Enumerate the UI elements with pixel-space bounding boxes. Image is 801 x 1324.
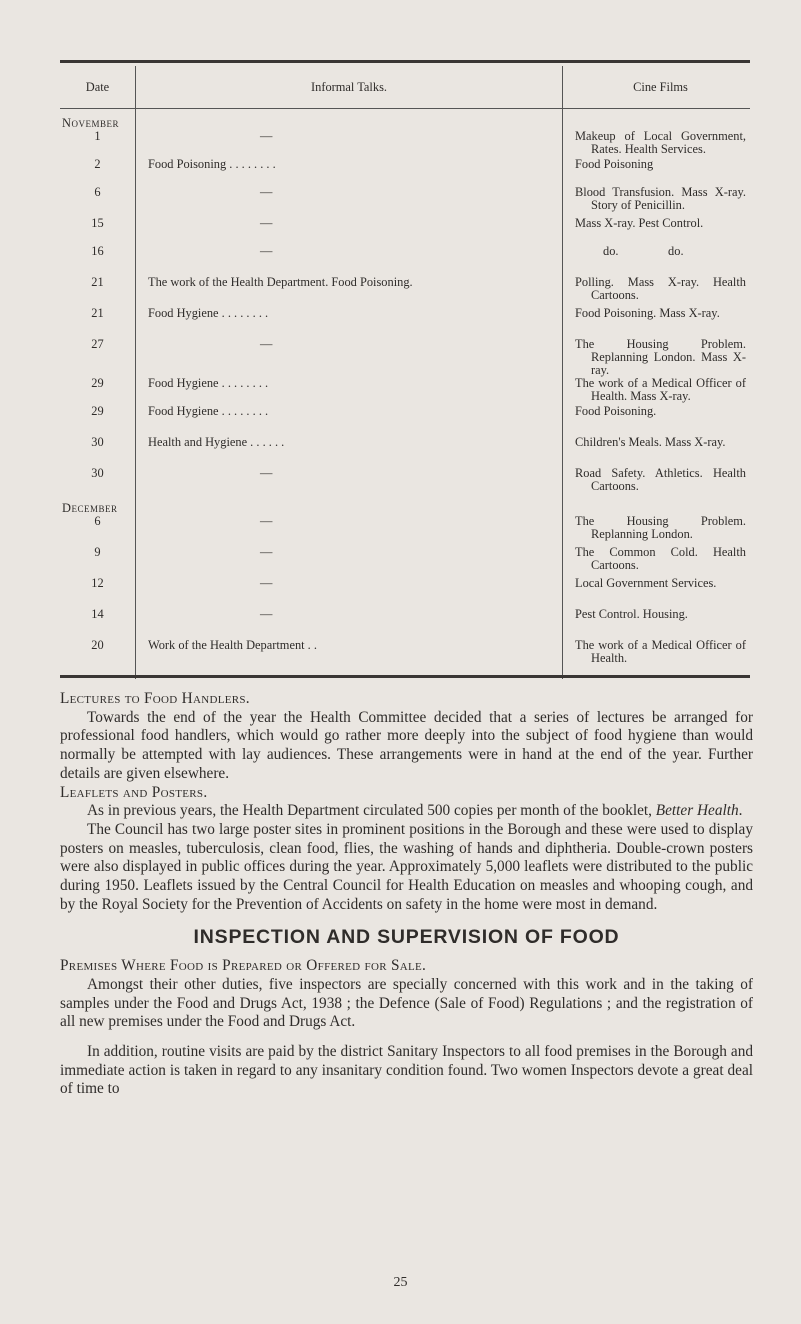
- date-cell: 29: [60, 405, 136, 436]
- film-text: Mass X-ray. Pest Control.: [575, 216, 704, 230]
- film-text: Polling. Mass X-ray. Health Cartoons.: [575, 275, 746, 302]
- film-text: Pest Control. Housing.: [575, 607, 688, 621]
- film-cell: [563, 515, 751, 546]
- table-row: [60, 338, 750, 377]
- body-text: [60, 690, 753, 1099]
- table-row: [60, 245, 750, 276]
- film-cell: [563, 546, 751, 577]
- date-cell: 30: [60, 436, 136, 467]
- leaflets-text-b: .: [738, 802, 743, 820]
- talk-text: The work of the Health Department. Food Poisoning.: [148, 275, 413, 289]
- film-text: Blood Transfusion. Mass X-ray. Story of Penicillin.: [575, 185, 746, 212]
- header-date: Date: [60, 66, 136, 109]
- talk-cell: [136, 276, 563, 307]
- film-text: Road Safety. Athletics. Health Cartoons.: [575, 466, 746, 493]
- talk-cell: —: [136, 130, 563, 158]
- film-cell: [563, 338, 751, 377]
- film-cell: [563, 130, 751, 158]
- film-text: Food Poisoning.: [575, 404, 657, 418]
- date-cell: 6: [60, 515, 136, 546]
- film-cell: [563, 639, 751, 679]
- paragraph-premises-1: Amongst their other duties, five inspectors are specially concerned with this work and in the taking of samples under the Food and Drugs Act, 1938 ; the Defence (Sale of Food) Regulations ; and the registration of all new premises under the Food and Drugs Act.: [60, 975, 753, 1031]
- paragraph-leaflets-2: The Council has two large poster sites in prominent positions in the Borough and these were used to display posters on measles, tuberculosis, clean food, flies, the washing of hands and diphtheria. Double-crown posters were also displayed in public offices during the year. Approximately 5,000 leaflets were distributed to the public during 1950. Leaflets issued by the Central Council for Health Education on measles and whooping cough, and by the Royal Society for the Prevention of Accidents on safety in the home were most in demand.: [60, 820, 753, 913]
- date-cell: 27: [60, 338, 136, 377]
- table-row: [60, 577, 750, 608]
- date-cell: 1: [60, 130, 136, 158]
- talk-cell: Work of the Health Department . .: [136, 639, 563, 679]
- table-row: [60, 276, 750, 307]
- month-label: November: [60, 109, 136, 131]
- main-heading: INSPECTION AND SUPERVISION OF FOOD: [193, 926, 620, 949]
- film-cell: [563, 436, 751, 467]
- month-row-december: [60, 498, 750, 515]
- talk-cell: —: [136, 515, 563, 546]
- paragraph-lectures: Towards the end of the year the Health Committee decided that a series of lectures be arranged for professional food handlers, which would go rather more deeply into the subject of food hygiene than would normally be attempted with lay audiences. These arrangements were in hand at the end of the year. Further details are given elsewhere.: [60, 708, 753, 782]
- table-top-rule: [60, 60, 750, 63]
- film-cell: do. do.: [603, 244, 684, 258]
- date-cell: 21: [60, 307, 136, 338]
- date-cell: 16: [60, 245, 136, 276]
- date-cell: 14: [60, 608, 136, 639]
- film-cell: [563, 217, 751, 245]
- talk-cell: Food Hygiene . . . . . . . .: [136, 377, 563, 405]
- talk-cell: Food Poisoning . . . . . . . .: [136, 158, 563, 186]
- table-row: [60, 467, 750, 498]
- film-text: Children's Meals. Mass X-ray.: [575, 435, 726, 449]
- talks-films-table: [60, 66, 750, 679]
- date-cell: 20: [60, 639, 136, 679]
- film-cell: [563, 186, 751, 217]
- talk-cell: —: [136, 338, 563, 377]
- date-cell: 21: [60, 276, 136, 307]
- film-cell: [563, 276, 751, 307]
- header-informal-talks: Informal Talks.: [136, 66, 563, 109]
- film-text: The Housing Problem. Replanning London. Mass X-ray.: [575, 337, 746, 377]
- month-label: December: [60, 498, 136, 515]
- film-text: Food Poisoning. Mass X-ray.: [575, 306, 720, 320]
- section-heading-leaflets: Leaflets and Posters.: [60, 783, 208, 801]
- talk-cell: —: [136, 186, 563, 217]
- talk-cell: —: [136, 217, 563, 245]
- section-heading-lectures: Lectures to Food Handlers.: [60, 690, 250, 707]
- page-number: 25: [393, 1275, 408, 1290]
- table-row: [60, 307, 750, 338]
- film-text: The work of a Medical Officer of Health. Mass X-ray.: [575, 376, 746, 403]
- film-cell: [563, 405, 751, 436]
- film-cell: [563, 467, 751, 498]
- date-cell: 6: [60, 186, 136, 217]
- talk-cell: —: [136, 546, 563, 577]
- table-header-row: [60, 66, 750, 109]
- paragraph-leaflets-1: [60, 802, 753, 821]
- month-row-november: [60, 109, 750, 131]
- table-row: [60, 130, 750, 158]
- header-cine-films: Cine Films: [563, 66, 751, 109]
- date-cell: 30: [60, 467, 136, 498]
- table-row: [60, 186, 750, 217]
- table-row: [60, 546, 750, 577]
- film-text: Food Poisoning: [575, 157, 654, 171]
- film-cell: [563, 307, 751, 338]
- film-cell: [563, 158, 751, 186]
- talk-cell: —: [136, 467, 563, 498]
- paragraph-premises-2: In addition, routine visits are paid by the district Sanitary Inspectors to all food premises in the Borough and immediate action is taken in regard to any insanitary condition found. Two women Inspectors devote a great deal of time to: [60, 1042, 753, 1098]
- table-row: [60, 436, 750, 467]
- leaflets-text-a: As in previous years, the Health Department circulated 500 copies per month of the booklet,: [87, 802, 656, 820]
- table-row: [60, 217, 750, 245]
- date-cell: 29: [60, 377, 136, 405]
- talk-cell: —: [136, 608, 563, 639]
- table-row: [60, 639, 750, 679]
- film-cell: [563, 577, 751, 608]
- talk-cell: Food Hygiene . . . . . . . .: [136, 307, 563, 338]
- film-text: Makeup of Local Government, Rates. Health Services.: [575, 129, 746, 156]
- date-cell: 15: [60, 217, 136, 245]
- talk-cell: —: [136, 245, 563, 276]
- talk-cell: Food Hygiene . . . . . . . .: [136, 405, 563, 436]
- film-text: The Common Cold. Health Cartoons.: [575, 545, 746, 572]
- booklet-title: Better Health: [655, 802, 739, 820]
- talk-cell: Health and Hygiene . . . . . .: [136, 436, 563, 467]
- date-cell: 9: [60, 546, 136, 577]
- date-cell: 2: [60, 158, 136, 186]
- talk-cell: —: [136, 577, 563, 608]
- table-row: [60, 608, 750, 639]
- film-text: Local Government Services.: [575, 576, 717, 590]
- film-cell: [563, 377, 751, 405]
- table-row: [60, 405, 750, 436]
- film-cell: [563, 608, 751, 639]
- table-row: [60, 515, 750, 546]
- film-text: The Housing Problem. Replanning London.: [575, 514, 746, 541]
- table-bottom-rule: [60, 675, 750, 678]
- film-text: The work of a Medical Officer of Health.: [575, 638, 746, 665]
- date-cell: 12: [60, 577, 136, 608]
- table-row: [60, 158, 750, 186]
- table-row: [60, 377, 750, 405]
- section-heading-premises: Premises Where Food is Prepared or Offered for Sale.: [60, 957, 427, 975]
